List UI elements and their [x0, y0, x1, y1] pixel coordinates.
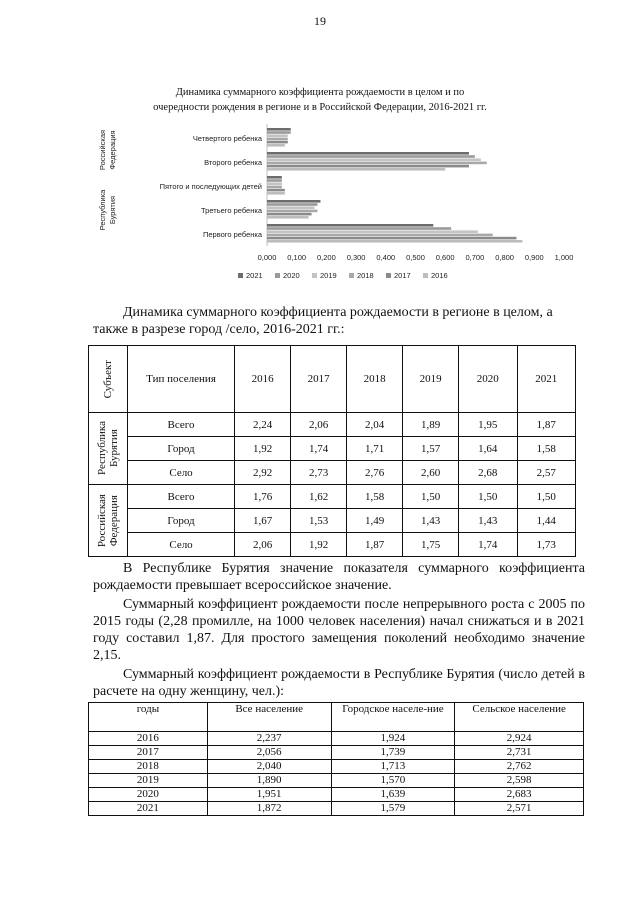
table1-header-cell: 2021 — [517, 346, 575, 413]
table1-cell: 1,92 — [235, 437, 291, 461]
bar — [267, 141, 288, 144]
legend-label: 2016 — [431, 271, 448, 280]
table1-row — [89, 413, 576, 437]
paragraph-2: Суммарный коэффициент рождаемости после непрерывного роста с 2005 по 2015 годы (2,28 промилле, на 1000 человек населения) начал снижаться и в 2021 году составил 1,87. Для простого замещения поколений необходимо значение 2,15. — [93, 597, 585, 663]
table1-cell: 1,95 — [459, 413, 517, 437]
bar — [267, 186, 282, 189]
bar — [267, 131, 291, 134]
table2-cell: 1,872 — [207, 802, 331, 816]
bar — [267, 192, 285, 195]
table1-cell: 1,50 — [517, 485, 575, 509]
x-tick-label: 0,300 — [346, 253, 366, 262]
table1-header-cell: 2019 — [403, 346, 459, 413]
bar — [267, 237, 516, 240]
table1-header-cell: Тип поселения — [127, 346, 234, 413]
table2-cell: 2,683 — [455, 788, 584, 802]
table1-cell: 2,24 — [235, 413, 291, 437]
table1-header-cell: 2020 — [459, 346, 517, 413]
bar — [267, 216, 309, 219]
table1-cell: 1,57 — [403, 437, 459, 461]
bar — [267, 213, 312, 216]
x-tick-label: 0,000 — [257, 253, 277, 262]
table2-row — [89, 760, 584, 774]
table1-cell: 1,43 — [403, 509, 459, 533]
table2-cell: 2,040 — [207, 760, 331, 774]
birth-rate-settlement-table — [88, 345, 576, 557]
table1-row — [89, 509, 576, 533]
birth-rate-bar-chart — [95, 82, 575, 292]
table1-cell: 1,50 — [459, 485, 517, 509]
bar — [267, 203, 317, 206]
bar — [267, 158, 481, 161]
table1-cell: 1,71 — [347, 437, 403, 461]
paragraph-3: Суммарный коэффициент рождаемости в Республике Бурятия (число детей в расчете на одну женщину, чел.): — [93, 667, 585, 699]
bar — [267, 182, 282, 185]
legend-swatch — [275, 273, 280, 278]
legend-label: 2017 — [394, 271, 411, 280]
bar — [267, 224, 433, 227]
table2-header-cell: Все население — [207, 703, 331, 732]
table1-cell: 1,43 — [459, 509, 517, 533]
table2-cell: 1,924 — [331, 732, 455, 746]
bar — [267, 165, 469, 168]
table1-cell: Всего — [127, 485, 234, 509]
table2-row — [89, 774, 584, 788]
legend-swatch — [386, 273, 391, 278]
group-label: Федерация — [108, 130, 117, 170]
table1-cell: 2,06 — [235, 533, 291, 557]
bar — [267, 200, 320, 203]
table2-cell: 2020 — [89, 788, 208, 802]
table1-cell: Село — [127, 533, 234, 557]
table2-cell: 1,890 — [207, 774, 331, 788]
table2-cell: 1,579 — [331, 802, 455, 816]
bar — [267, 234, 493, 237]
table2-header-cell: Городское населе-ние — [331, 703, 455, 732]
table1-row — [89, 533, 576, 557]
bar — [267, 168, 445, 171]
table1-cell: 2,04 — [347, 413, 403, 437]
table2-cell: 2021 — [89, 802, 208, 816]
x-tick-label: 0,600 — [435, 253, 455, 262]
bar — [267, 189, 285, 192]
table2-header-cell: Сельское население — [455, 703, 584, 732]
legend-label: 2020 — [283, 271, 300, 280]
table2-cell: 2019 — [89, 774, 208, 788]
page-number: 19 — [314, 14, 326, 28]
table1-cell: 1,89 — [403, 413, 459, 437]
group-label: Бурятия — [108, 195, 117, 225]
table2-header-cell: годы — [89, 703, 208, 732]
chart-title-line: очередности рождения в регионе и в Российской Федерации, 2016-2021 гг. — [153, 102, 487, 113]
table2-row — [89, 802, 584, 816]
table2-cell: 1,951 — [207, 788, 331, 802]
legend-label: 2021 — [246, 271, 263, 280]
x-tick-label: 0,900 — [524, 253, 544, 262]
table2-cell: 2,237 — [207, 732, 331, 746]
subject-cell: Российская Федерация — [89, 485, 128, 557]
table1-row — [89, 485, 576, 509]
table1-cell: 1,87 — [517, 413, 575, 437]
bar — [267, 162, 487, 165]
bar — [267, 179, 282, 182]
table1-cell: Город — [127, 509, 234, 533]
table1-caption: Динамика суммарного коэффициента рождаемости в регионе в целом, а также в разрезе город /село, 2016-2021 гг.: — [93, 305, 553, 337]
table1-cell: 2,76 — [347, 461, 403, 485]
table1-cell: 1,73 — [517, 533, 575, 557]
bar — [267, 134, 288, 137]
table1-cell: 1,76 — [235, 485, 291, 509]
table2-cell: 2,598 — [455, 774, 584, 788]
bar — [267, 138, 288, 141]
table1-row — [89, 461, 576, 485]
category-label: Пятого и последующих детей — [159, 182, 262, 191]
category-label: Четвертого ребенка — [192, 134, 262, 143]
table1-cell: Село — [127, 461, 234, 485]
table1-cell: Город — [127, 437, 234, 461]
x-tick-label: 0,700 — [465, 253, 485, 262]
table2-cell: 2,762 — [455, 760, 584, 774]
bar — [267, 155, 475, 158]
table1-row — [89, 437, 576, 461]
birth-rate-years-table — [88, 702, 584, 816]
table2-cell: 1,713 — [331, 760, 455, 774]
table1-cell: 1,62 — [291, 485, 347, 509]
table1-cell: 1,74 — [291, 437, 347, 461]
table2-cell: 1,570 — [331, 774, 455, 788]
table1-header-cell: 2017 — [291, 346, 347, 413]
table1-cell: 1,58 — [517, 437, 575, 461]
table1-cell: 1,75 — [403, 533, 459, 557]
x-tick-label: 0,100 — [287, 253, 307, 262]
table1-cell: 1,44 — [517, 509, 575, 533]
table2-cell: 2016 — [89, 732, 208, 746]
table1-cell: 2,57 — [517, 461, 575, 485]
table2-row — [89, 746, 584, 760]
table1-cell: 1,50 — [403, 485, 459, 509]
group-label: Российская — [98, 129, 107, 171]
legend-swatch — [349, 273, 354, 278]
table2-cell: 1,739 — [331, 746, 455, 760]
bar — [267, 240, 522, 243]
x-tick-label: 0,400 — [376, 253, 396, 262]
bar — [267, 152, 469, 155]
table1-cell: 1,53 — [291, 509, 347, 533]
table1-header-cell — [89, 346, 128, 413]
x-tick-label: 0,500 — [406, 253, 425, 262]
category-label: Третьего ребенка — [201, 206, 262, 215]
table1-cell: 2,73 — [291, 461, 347, 485]
category-label: Первого ребенка — [202, 230, 262, 239]
table1-cell: 1,67 — [235, 509, 291, 533]
table2-cell: 2018 — [89, 760, 208, 774]
table1-cell: 1,74 — [459, 533, 517, 557]
subject-cell: Республика Бурятия — [89, 413, 128, 485]
table1-cell: 1,49 — [347, 509, 403, 533]
table2-cell: 2,731 — [455, 746, 584, 760]
bar — [267, 230, 478, 233]
table1-cell: Всего — [127, 413, 234, 437]
group-label: Республика — [98, 189, 107, 231]
bar — [267, 128, 291, 131]
table1-cell: 2,92 — [235, 461, 291, 485]
x-tick-label: 0,800 — [495, 253, 514, 262]
paragraph-1: В Республике Бурятия значение показателя суммарного коэффициента рождаемости превышает всероссийское значение. — [93, 561, 585, 593]
legend-swatch — [312, 273, 317, 278]
table1-cell: 1,87 — [347, 533, 403, 557]
table2-cell: 2,056 — [207, 746, 331, 760]
legend-swatch — [423, 273, 428, 278]
table1-header-cell: 2018 — [347, 346, 403, 413]
subject-header: Субъект — [101, 359, 114, 399]
bar — [267, 227, 451, 230]
table2-cell: 1,639 — [331, 788, 455, 802]
table2-row — [89, 732, 584, 746]
table1-cell: 1,64 — [459, 437, 517, 461]
table2-cell: 2,571 — [455, 802, 584, 816]
bar — [267, 206, 315, 209]
legend-label: 2018 — [357, 271, 374, 280]
table2-cell: 2017 — [89, 746, 208, 760]
table1-cell: 2,68 — [459, 461, 517, 485]
table1-cell: 2,60 — [403, 461, 459, 485]
bar — [267, 176, 282, 179]
chart-title-line: Динамика суммарного коэффициента рождаемости в целом и по — [175, 87, 465, 98]
table2-row — [89, 788, 584, 802]
table1-cell: 1,92 — [291, 533, 347, 557]
x-tick-label: 1,000 — [554, 253, 574, 262]
table2-cell: 2,924 — [455, 732, 584, 746]
legend-swatch — [238, 273, 243, 278]
bar — [267, 144, 285, 147]
table1-cell: 2,06 — [291, 413, 347, 437]
bar — [267, 210, 317, 213]
legend-label: 2019 — [320, 271, 337, 280]
category-label: Второго ребенка — [204, 158, 262, 167]
table1-header-cell: 2016 — [235, 346, 291, 413]
table1-cell: 1,58 — [347, 485, 403, 509]
x-tick-label: 0,200 — [317, 253, 336, 262]
